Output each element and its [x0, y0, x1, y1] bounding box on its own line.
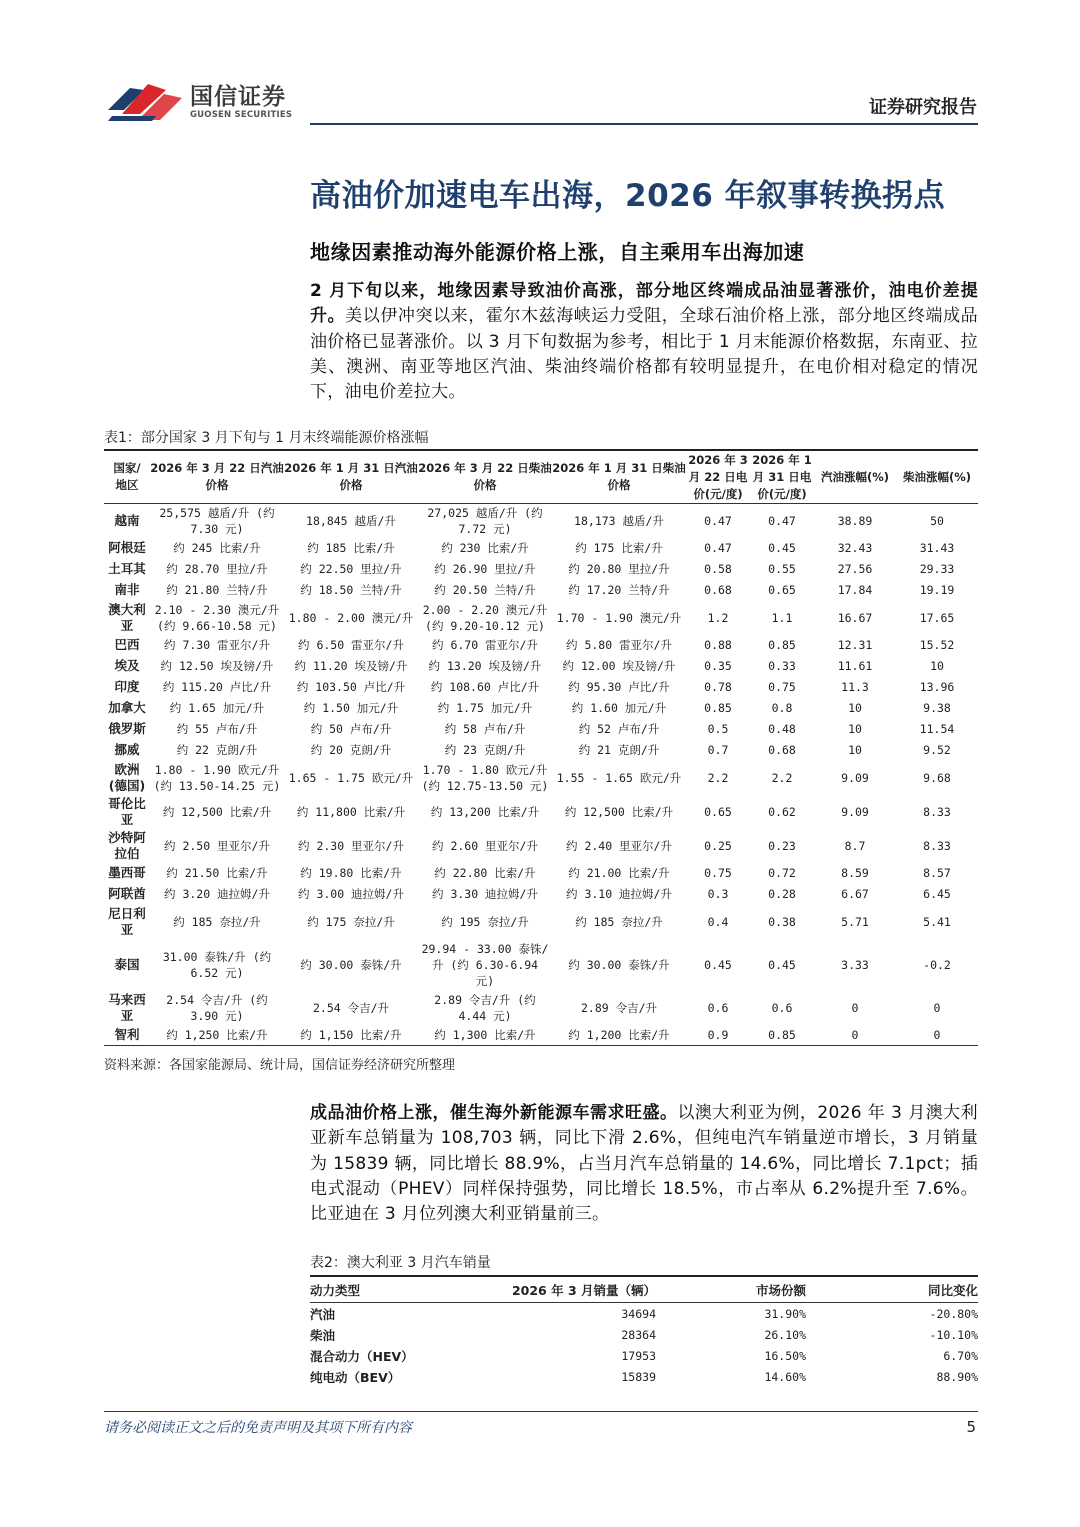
- header-divider: [310, 123, 978, 125]
- value-cell: 29.33: [919, 562, 955, 576]
- country-cell: 加拿大: [108, 700, 146, 715]
- value-cell: 9.09: [841, 770, 869, 785]
- value-cell: 约 3.00 迪拉姆/升: [298, 887, 404, 901]
- value-cell: 1.80 - 2.00 澳元/升: [288, 610, 414, 625]
- value-cell: 约 22.50 里拉/升: [300, 562, 402, 576]
- logo-english-text: GUOSEN SECURITIES: [190, 110, 293, 120]
- powertrain-cell: 纯电动（BEV）: [310, 1369, 401, 1385]
- value-cell: 约 1,250 比索/升: [150, 1025, 284, 1046]
- paragraph-lead: 成品油价格上涨，催生海外新能源车需求旺盛。: [310, 1103, 678, 1123]
- value-cell: 约 95.30 卢比/升: [568, 680, 670, 694]
- value-cell: 0.8: [771, 701, 793, 715]
- table1-header-cell: 2026 年 1 月 31 日电 价(元/度): [750, 450, 814, 504]
- value-cell: 约 22.80 比索/升: [434, 866, 536, 880]
- country-cell: 阿联酋: [108, 886, 146, 901]
- australia-sales-table: [310, 1275, 978, 1387]
- value-cell: 0.5: [707, 722, 729, 736]
- value-cell: 约 58 卢布/升: [444, 722, 526, 736]
- value-cell: 0.62: [768, 804, 796, 819]
- table1-row: [104, 761, 978, 795]
- value-cell: 约 11.20 埃及镑/升: [294, 659, 408, 673]
- value-cell: 2.2: [771, 770, 793, 785]
- table2-header-cell: 市场份额: [656, 1276, 806, 1303]
- value-cell: 1.70 - 1.80 欧元/升 (约 12.75-13.50 元): [421, 762, 549, 793]
- value-cell: 约 2.50 里亚尔/升: [164, 838, 270, 853]
- value-cell: 约 6.50 雷亚尔/升: [298, 638, 404, 652]
- table1-row: [104, 677, 978, 698]
- value-cell: 约 55 卢布/升: [176, 722, 258, 736]
- value-cell: 0.38: [768, 914, 796, 929]
- country-cell: 智利: [104, 1025, 150, 1046]
- value-cell: 2.89 令吉/升: [580, 1000, 658, 1015]
- value-cell: 0.9: [686, 1025, 750, 1046]
- value-cell: 0.47: [704, 513, 732, 528]
- value-cell: 约 2.60 里亚尔/升: [432, 838, 538, 853]
- country-cell: 俄罗斯: [108, 721, 146, 736]
- value-cell: 1.55 - 1.65 欧元/升: [556, 770, 682, 785]
- table2-row: [310, 1345, 978, 1366]
- value-cell: 约 11,800 比索/升: [296, 804, 406, 819]
- value-cell: 0: [851, 1000, 859, 1015]
- value-cell: 约 20.80 里拉/升: [568, 562, 670, 576]
- value-cell: 0.85: [768, 638, 796, 652]
- country-cell: 泰国: [114, 956, 140, 972]
- value-cell: 0.33: [768, 659, 796, 673]
- table2-row: [310, 1366, 978, 1387]
- value-cell: 0.75: [704, 866, 732, 880]
- value-cell: 19.19: [919, 583, 955, 597]
- report-type-label: 证券研究报告: [869, 97, 977, 118]
- table1-header-cell: 2026 年 3 月 22 日柴油 价格: [418, 450, 552, 504]
- table1-header-cell: 国家/ 地区: [104, 450, 150, 504]
- value-cell: 0.85: [750, 1025, 814, 1046]
- value-cell: 约 28.70 里拉/升: [166, 562, 268, 576]
- value-cell: 11.61: [837, 659, 873, 673]
- paragraph-body: 以澳大利亚为例，2026 年 3 月澳大利亚新车总销量为 108,703 辆，同比下滑 2.6%，但纯电汽车销量逆市增长，3 月销量为 15839 辆，同比增长 88.9%，占当月汽车总销量的 14.6%，同比增长 7.1pct；插电式混动（PHEV）同样保持强势，同比增长 18.5%，市占率从 6.2%提升至 7.6%。比亚迪在 3 月位列澳大利亚销量前三。: [310, 1103, 978, 1225]
- value-cell: 0.45: [704, 957, 732, 972]
- value-cell: 约 13,200 比索/升: [430, 804, 540, 819]
- table2-header-cell: 同比变化: [806, 1276, 978, 1303]
- value-cell: 3.33: [841, 957, 869, 972]
- powertrain-cell: 柴油: [310, 1327, 336, 1343]
- value-cell: 约 30.00 泰铢/升: [568, 957, 670, 972]
- table1-row: [104, 829, 978, 863]
- value-cell: 16.67: [837, 610, 873, 625]
- value-cell: 约 3.30 迪拉姆/升: [432, 887, 538, 901]
- value-cell: 9.38: [923, 701, 951, 715]
- value-cell: 27,025 越盾/升 (约 7.72 元): [427, 505, 543, 536]
- value-cell: 18,845 越盾/升: [306, 513, 396, 528]
- value-cell: 约 21.50 比索/升: [166, 866, 268, 880]
- energy-price-table: [104, 449, 978, 1046]
- paragraph-body: 美以伊冲突以来，霍尔木兹海峡运力受阻，全球石油价格上涨，部分地区终端成品油价格已显著涨价。以 3 月下旬数据为参考，相比于 1 月末能源价格数据，东南亚、拉美、澳洲、南亚等地区汽油、柴油终端价格都有较明显提升，在电价相对稳定的情况下，油电价差拉大。: [310, 306, 978, 403]
- value-cell: 15839: [621, 1369, 656, 1384]
- value-cell: 0.45: [768, 541, 796, 555]
- table1-row: [104, 863, 978, 884]
- value-cell: 0: [933, 1000, 941, 1015]
- value-cell: 10: [848, 722, 862, 736]
- value-cell: 0.4: [707, 914, 729, 929]
- value-cell: 1.2: [707, 610, 729, 625]
- value-cell: 约 230 比索/升: [441, 541, 529, 555]
- table2-row: [310, 1303, 978, 1325]
- value-cell: 约 17.20 兰特/升: [568, 583, 670, 597]
- powertrain-cell: 混合动力（HEV）: [310, 1348, 414, 1364]
- table1-row: [104, 504, 978, 538]
- value-cell: 6.67: [841, 887, 869, 901]
- value-cell: 9.09: [841, 804, 869, 819]
- value-cell: 2.54 令吉/升: [312, 1000, 390, 1015]
- country-cell: 沙特阿 拉伯: [108, 829, 146, 861]
- country-cell: 尼日利 亚: [108, 905, 146, 937]
- value-cell: 约 2.40 里亚尔/升: [566, 838, 672, 853]
- value-cell: 0.6: [707, 1000, 729, 1015]
- value-cell: 26.10%: [764, 1327, 806, 1342]
- value-cell: 5.41: [923, 914, 951, 929]
- guosen-logo-mark-icon: [108, 80, 188, 124]
- value-cell: 约 3.20 迪拉姆/升: [164, 887, 270, 901]
- table2-header-cell: 2026 年 3 月销量（辆）: [510, 1276, 656, 1303]
- value-cell: 0.78: [704, 680, 732, 694]
- table1-row: [104, 559, 978, 580]
- table1-header-cell: 2026 年 1 月 31 日柴油 价格: [552, 450, 686, 504]
- value-cell: 0.47: [704, 541, 732, 555]
- country-cell: 澳大利 亚: [108, 601, 146, 633]
- value-cell: 0.88: [704, 638, 732, 652]
- table1-row: [104, 905, 978, 939]
- value-cell: 13.96: [919, 680, 955, 694]
- value-cell: 约 1.65 加元/升: [169, 701, 265, 715]
- value-cell: 约 30.00 泰铢/升: [300, 957, 402, 972]
- table2-caption: 表2：澳大利亚 3 月汽车销量: [310, 1255, 491, 1271]
- value-cell: 1.1: [771, 610, 793, 625]
- value-cell: 14.60%: [764, 1369, 806, 1384]
- value-cell: 约 12,500 比索/升: [564, 804, 674, 819]
- value-cell: 10: [848, 701, 862, 715]
- value-cell: 38.89: [837, 513, 873, 528]
- value-cell: 约 1.75 加元/升: [437, 701, 533, 715]
- value-cell: 8.33: [923, 804, 951, 819]
- value-cell: 0.25: [704, 838, 732, 853]
- country-cell: 阿根廷: [108, 540, 146, 555]
- table2-row: [310, 1324, 978, 1345]
- value-cell: 2.54 令吉/升 (约 3.90 元): [166, 992, 268, 1023]
- table2-header-cell: 动力类型: [310, 1276, 510, 1303]
- footer-disclaimer: 请务必阅读正文之后的免责声明及其项下所有内容: [104, 1420, 412, 1436]
- value-cell: 约 195 奈拉/升: [441, 914, 529, 929]
- value-cell: 约 185 奈拉/升: [575, 914, 663, 929]
- value-cell: 约 185 奈拉/升: [173, 914, 261, 929]
- value-cell: 15.52: [919, 638, 955, 652]
- value-cell: -10.10%: [929, 1327, 978, 1342]
- value-cell: 17.65: [919, 610, 955, 625]
- table1-header-row: [104, 450, 978, 504]
- country-cell: 越南: [114, 512, 140, 528]
- value-cell: 1.70 - 1.90 澳元/升: [556, 610, 682, 625]
- value-cell: 约 20.50 兰特/升: [434, 583, 536, 597]
- value-cell: 2.89 令吉/升 (约 4.44 元): [434, 992, 536, 1023]
- value-cell: 约 52 卢布/升: [578, 722, 660, 736]
- value-cell: 约 1.50 加元/升: [303, 701, 399, 715]
- value-cell: 8.59: [841, 866, 869, 880]
- value-cell: 约 18.50 兰特/升: [300, 583, 402, 597]
- table1-source: 资料来源：各国家能源局、统计局，国信证券经济研究所整理: [104, 1058, 456, 1073]
- value-cell: 10: [848, 743, 862, 757]
- value-cell: 31.90%: [764, 1306, 806, 1321]
- value-cell: 约 5.80 雷亚尔/升: [566, 638, 672, 652]
- value-cell: 约 2.30 里亚尔/升: [298, 838, 404, 853]
- paragraph-oil-price: [310, 279, 978, 405]
- value-cell: 2.2: [707, 770, 729, 785]
- value-cell: 约 185 比索/升: [307, 541, 395, 555]
- value-cell: 0.48: [768, 722, 796, 736]
- value-cell: 0.68: [704, 583, 732, 597]
- value-cell: 约 21 克朗/升: [578, 743, 660, 757]
- value-cell: 0: [814, 1025, 896, 1046]
- footer-divider: [104, 1411, 978, 1412]
- table1-row: [104, 939, 978, 991]
- value-cell: 0.45: [768, 957, 796, 972]
- table1-header-cell: 柴油涨幅(%): [896, 450, 978, 504]
- value-cell: 0.65: [768, 583, 796, 597]
- value-cell: 约 50 卢布/升: [310, 722, 392, 736]
- value-cell: 约 1,200 比索/升: [552, 1025, 686, 1046]
- powertrain-cell: 汽油: [310, 1306, 336, 1322]
- value-cell: 88.90%: [936, 1369, 978, 1384]
- value-cell: 约 12.00 埃及镑/升: [562, 659, 676, 673]
- value-cell: -0.2: [923, 957, 951, 972]
- value-cell: 0.23: [768, 838, 796, 853]
- table1-row: [104, 601, 978, 635]
- table1-header-cell: 汽油涨幅(%): [814, 450, 896, 504]
- table1-header-cell: 2026 年 3 月 22 日汽油 价格: [150, 450, 284, 504]
- value-cell: 约 23 克朗/升: [444, 743, 526, 757]
- country-cell: 巴西: [114, 637, 140, 652]
- value-cell: 约 108.60 卢比/升: [430, 680, 540, 694]
- value-cell: 25,575 越盾/升 (约 7.30 元): [159, 505, 275, 536]
- value-cell: 50: [930, 513, 944, 528]
- value-cell: 0.85: [704, 701, 732, 715]
- value-cell: 约 19.80 比索/升: [300, 866, 402, 880]
- value-cell: 约 103.50 卢比/升: [296, 680, 406, 694]
- value-cell: 31.43: [919, 541, 955, 555]
- value-cell: 31.00 泰铢/升 (约 6.52 元): [162, 949, 272, 980]
- country-cell: 哥伦比 亚: [108, 795, 146, 827]
- country-cell: 埃及: [114, 658, 140, 673]
- value-cell: 8.7: [844, 838, 866, 853]
- value-cell: 约 3.10 迪拉姆/升: [566, 887, 672, 901]
- value-cell: 6.70%: [943, 1348, 978, 1363]
- value-cell: 5.71: [841, 914, 869, 929]
- table1-row: [104, 991, 978, 1025]
- value-cell: 0.35: [704, 659, 732, 673]
- value-cell: 2.00 - 2.20 澳元/升 (约 9.20-10.12 元): [422, 602, 548, 633]
- table1-row: [104, 698, 978, 719]
- value-cell: 约 1,300 比索/升: [418, 1025, 552, 1046]
- country-cell: 欧洲 (德国): [108, 761, 146, 793]
- value-cell: 约 245 比索/升: [173, 541, 261, 555]
- value-cell: 约 26.90 里拉/升: [434, 562, 536, 576]
- country-cell: 印度: [114, 679, 140, 694]
- country-cell: 马来西 亚: [108, 991, 146, 1023]
- value-cell: 约 12.50 埃及镑/升: [160, 659, 274, 673]
- value-cell: 2.10 - 2.30 澳元/升 (约 9.66-10.58 元): [154, 602, 280, 633]
- value-cell: 0.58: [704, 562, 732, 576]
- value-cell: 约 6.70 雷亚尔/升: [432, 638, 538, 652]
- value-cell: 约 115.20 卢比/升: [162, 680, 272, 694]
- value-cell: 0: [896, 1025, 978, 1046]
- value-cell: 约 175 奈拉/升: [307, 914, 395, 929]
- table1-row: [104, 884, 978, 905]
- section-subtitle: 地缘因素推动海外能源价格上涨，自主乘用车出海加速: [310, 240, 805, 264]
- value-cell: 约 175 比索/升: [575, 541, 663, 555]
- table1-header-cell: 2026 年 1 月 31 日汽油 价格: [284, 450, 418, 504]
- table1-row: [104, 656, 978, 677]
- value-cell: 1.80 - 1.90 欧元/升 (约 13.50-14.25 元): [153, 762, 281, 793]
- value-cell: 约 21.80 兰特/升: [166, 583, 268, 597]
- value-cell: 9.68: [923, 770, 951, 785]
- value-cell: 约 7.30 雷亚尔/升: [164, 638, 270, 652]
- value-cell: 29.94 - 33.00 泰铢/ 升 (约 6.30-6.94 元): [421, 941, 549, 988]
- value-cell: 27.56: [837, 562, 873, 576]
- table1-caption: 表1：部分国家 3 月下旬与 1 月末终端能源价格涨幅: [104, 430, 429, 446]
- value-cell: 约 22 克朗/升: [176, 743, 258, 757]
- table1-row: [104, 635, 978, 656]
- value-cell: 约 1.60 加元/升: [571, 701, 667, 715]
- guosen-logo: [108, 80, 308, 124]
- value-cell: 0.7: [707, 743, 729, 757]
- table1-row: [104, 538, 978, 559]
- country-cell: 南非: [114, 582, 140, 597]
- value-cell: 0.72: [768, 866, 796, 880]
- table1-header-cell: 2026 年 3 月 22 日电 价(元/度): [686, 450, 750, 504]
- table1-row: [104, 795, 978, 829]
- value-cell: 16.50%: [764, 1348, 806, 1363]
- value-cell: 6.45: [923, 887, 951, 901]
- paragraph-australia-sales: [310, 1101, 978, 1227]
- page-number: 5: [966, 1418, 976, 1436]
- country-cell: 墨西哥: [108, 865, 146, 880]
- value-cell: 0.68: [768, 743, 796, 757]
- value-cell: 32.43: [837, 541, 873, 555]
- value-cell: 17.84: [837, 583, 873, 597]
- value-cell: 8.57: [923, 866, 951, 880]
- section-title: 高油价加速电车出海，2026 年叙事转换拐点: [310, 178, 946, 214]
- value-cell: 0.28: [768, 887, 796, 901]
- table1-row: [104, 1025, 978, 1046]
- value-cell: 约 1,150 比索/升: [284, 1025, 418, 1046]
- value-cell: 约 20 克朗/升: [310, 743, 392, 757]
- value-cell: 0.75: [768, 680, 796, 694]
- value-cell: 约 21.00 比索/升: [568, 866, 670, 880]
- value-cell: 34694: [621, 1306, 656, 1321]
- value-cell: 9.52: [923, 743, 951, 757]
- table1-row: [104, 580, 978, 601]
- value-cell: 17953: [621, 1348, 656, 1363]
- value-cell: 28364: [621, 1327, 656, 1342]
- value-cell: 11.3: [841, 680, 869, 694]
- value-cell: 约 13.20 埃及镑/升: [428, 659, 542, 673]
- table1-row: [104, 740, 978, 761]
- country-cell: 土耳其: [108, 561, 146, 576]
- value-cell: 18,173 越盾/升: [574, 513, 664, 528]
- value-cell: 约 12,500 比索/升: [162, 804, 272, 819]
- logo-chinese-text: 国信证券: [190, 84, 286, 110]
- paragraph-lead: 2 月下旬以来，地缘因素导致油价高涨，部分地区终端成品油显著涨价，油电价差提升。: [310, 281, 978, 327]
- table1-row: [104, 719, 978, 740]
- value-cell: 8.33: [923, 838, 951, 853]
- value-cell: 0.65: [704, 804, 732, 819]
- value-cell: 0.6: [771, 1000, 793, 1015]
- value-cell: 0.55: [768, 562, 796, 576]
- value-cell: 12.31: [837, 638, 873, 652]
- value-cell: 0.47: [768, 513, 796, 528]
- value-cell: 11.54: [919, 722, 955, 736]
- country-cell: 挪威: [114, 742, 140, 757]
- value-cell: 1.65 - 1.75 欧元/升: [288, 770, 414, 785]
- value-cell: -20.80%: [929, 1306, 978, 1321]
- table2-header-row: [310, 1276, 978, 1303]
- value-cell: 0.3: [707, 887, 729, 901]
- value-cell: 10: [930, 659, 944, 673]
